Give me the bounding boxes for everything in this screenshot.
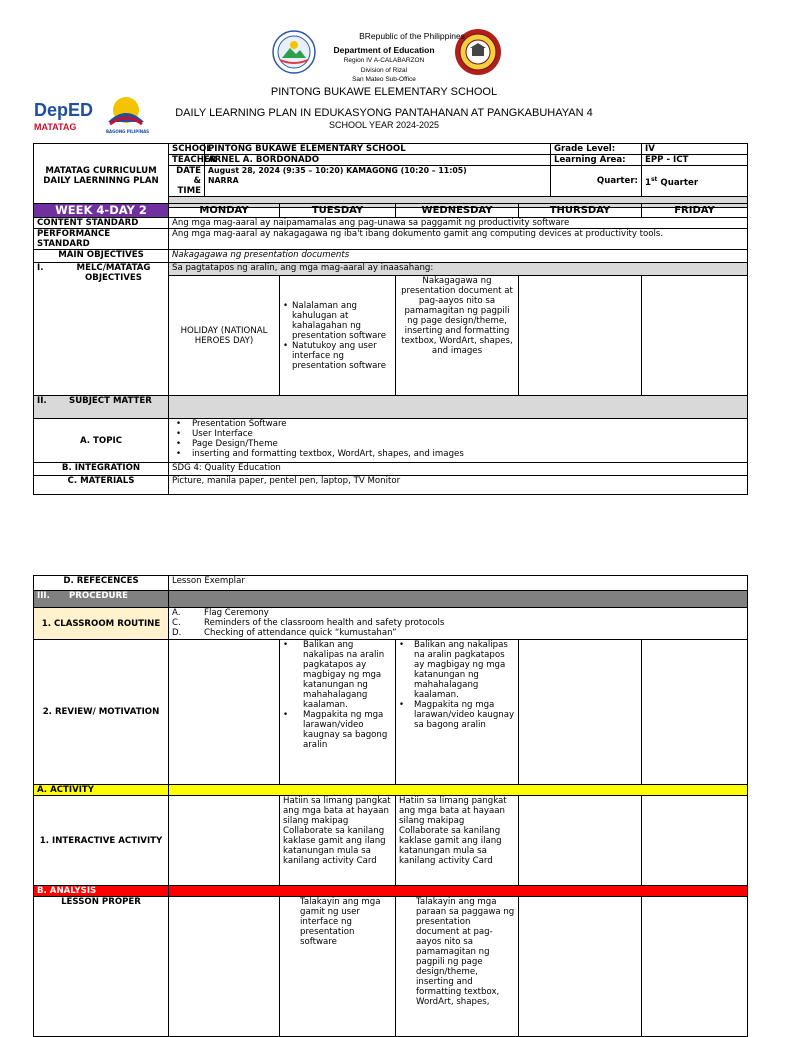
review-tuesday <box>280 640 396 785</box>
thursday-objectives <box>519 276 642 396</box>
melc-number: I. <box>37 263 44 273</box>
area-label: Learning Area: <box>551 155 642 166</box>
integration-value: SDG 4: Quality Education <box>169 463 748 476</box>
topic-list <box>169 419 748 463</box>
performance-standard-label: PERFORMANCE STANDARD <box>34 229 169 250</box>
topic-label: A. TOPIC <box>34 419 169 463</box>
topic-item: • inserting and formatting textbox, WordArt, shapes, and images <box>176 449 744 459</box>
region-text: Region IV A-CALABARZON <box>343 57 425 64</box>
subject-number: II. <box>37 396 47 406</box>
tuesday-objective-item: • Natutukoy ang user interface ng presentation software <box>283 341 392 371</box>
day-friday: FRIDAY <box>642 204 748 218</box>
subject-matter-label <box>34 396 169 419</box>
routine-letter: C. <box>172 618 181 628</box>
review-motivation-label: 2. REVIEW/ MOTIVATION <box>34 640 169 785</box>
datetime-label: DATE & TIME <box>169 166 205 197</box>
topic-item: • Presentation Software <box>176 419 744 429</box>
subject-matter-value <box>169 396 748 419</box>
analysis-row-fill <box>169 886 748 897</box>
lesson-monday <box>169 897 280 1037</box>
interactive-friday <box>642 796 748 886</box>
lesson-friday <box>642 897 748 1037</box>
review-thursday <box>519 640 642 785</box>
monday-holiday: HOLIDAY (NATIONAL HEROES DAY) <box>169 276 280 396</box>
interactive-tuesday: Hatiin sa limang pangkat ang mga bata at hayaan silang makipag Collaborate sa kanilang kaklase gamit ang ilang katanungan mula sa kanilang activity Card <box>280 796 396 886</box>
materials-value: Picture, manila paper, pentel pen, laptop, TV Monitor <box>169 476 748 495</box>
wednesday-objectives: Nakagagawa ng presentation document at pag-aayos nito sa pamamagitan ng pagpili ng page design/theme, inserting and formatting textbox, WordArt, shapes, and images <box>396 276 519 396</box>
review-wednesday-item: • Magpakita ng mga larawan/video kaugnay sa bagong aralin <box>399 700 515 730</box>
review-wednesday-item: • Balikan ang nakalipas na aralin pagkatapos ay magbigay ng mga katanungan ng mahahalagang kaalaman. <box>399 640 515 700</box>
interactive-monday <box>169 796 280 886</box>
plan-table <box>33 203 748 495</box>
matatag-logo-text: MATATAG <box>34 122 77 132</box>
school-name-heading: PINTONG BUKAWE ELEMENTARY SCHOOL <box>270 86 498 98</box>
analysis-label: B. ANALYSIS <box>34 886 169 897</box>
quarter-suffix: st <box>650 175 658 183</box>
melc-text: MELC/MATATAG OBJECTIVES <box>76 263 151 283</box>
plan-title: DAILY LEARNING PLAN IN EDUKASYONG PANTAHANAN AT PANGKABUHAYAN 4 <box>175 107 593 119</box>
tuesday-objective-item: • Nalalaman ang kahulugan at kahalagahan ng presentation software <box>283 301 392 341</box>
area-value: EPP - ICT <box>642 155 748 166</box>
routine-text: Reminders of the classroom health and safety protocols <box>204 618 445 628</box>
interactive-thursday <box>519 796 642 886</box>
main-objectives-value: Nakagagawa ng presentation documents <box>169 250 748 263</box>
interactive-wednesday: Hatiin sa limang pangkat ang mga bata at hayaan silang makipag Collaborate sa kanilang kaklase gamit ang ilang katanungan mula sa kanilang activity Card <box>396 796 519 886</box>
routine-letter: D. <box>172 628 182 638</box>
review-tuesday-item: • Balikan ang nakalipas na aralin pagkatapos ay magbigay ng mga katanungan ng mahahalagang kaalaman. <box>283 640 392 710</box>
topic-item: • User Interface <box>176 429 744 439</box>
review-tuesday-item: • Magpakita ng mga larawan/video kaugnay sa bagong aralin <box>283 710 392 750</box>
procedure-number: III. <box>37 591 50 601</box>
integration-label: B. INTEGRATION <box>34 463 169 476</box>
school-label: SCHOOL <box>169 144 205 155</box>
review-wednesday <box>396 640 519 785</box>
review-monday <box>169 640 280 785</box>
day-monday: MONDAY <box>169 204 280 218</box>
tuesday-objectives <box>280 276 396 396</box>
activity-label: A. ACTIVITY <box>34 785 169 796</box>
lesson-proper-label: LESSON PROPER <box>34 897 169 1037</box>
lesson-wednesday: Talakayin ang mga paraan sa paggawa ng presentation document at pag-aayos nito sa pamamagitan ng pagpili ng page design/theme, inserting and formatting textbox, WordArt, shapes, <box>396 897 519 1037</box>
classroom-routine-label: 1. CLASSROOM ROUTINE <box>34 608 169 640</box>
day-tuesday: TUESDAY <box>280 204 396 218</box>
review-friday <box>642 640 748 785</box>
curriculum-label: MATATAG CURRICULUM DAILY LAERNINNG PLAN <box>34 144 169 208</box>
routine-letter: A. <box>172 608 181 618</box>
routine-text: Checking of attendance quick “kumustahan” <box>204 628 397 638</box>
friday-objectives <box>642 276 748 396</box>
grade-label: Grade Level: <box>551 144 642 155</box>
main-objectives-label: MAIN OBJECTIVES <box>34 250 169 263</box>
procedure-label <box>34 591 169 608</box>
references-value: Lesson Exemplar <box>169 576 748 591</box>
school-year: SCHOOL YEAR 2024-2025 <box>328 120 440 130</box>
melc-intro: Sa pagtatapos ng aralin, ang mga mag-aaral ay inaasahang: <box>169 263 748 276</box>
content-standard-label: CONTENT STANDARD <box>34 218 169 229</box>
procedure-table <box>33 575 748 1037</box>
lesson-tuesday: Talakayin ang mga gamit ng user interface ng presentation software <box>280 897 396 1037</box>
datetime-value-line2: NARRA <box>208 176 239 185</box>
datetime-value <box>205 166 551 197</box>
melc-label <box>34 263 169 396</box>
subject-text: SUBJECT MATTER <box>69 396 152 406</box>
grade-value: IV <box>642 144 748 155</box>
day-thursday: THURSDAY <box>519 204 642 218</box>
quarter-word: Quarter <box>657 177 699 188</box>
procedure-text: PROCEDURE <box>69 591 128 601</box>
routine-text: Flag Ceremony <box>204 608 269 618</box>
day-wednesday: WEDNESDAY <box>396 204 519 218</box>
topic-item: • Page Design/Theme <box>176 439 744 449</box>
quarter-number: 1 <box>645 177 651 188</box>
lesson-thursday <box>519 897 642 1037</box>
teacher-value: ARNEL A. BORDONADO <box>205 155 551 166</box>
interactive-activity-label: 1. INTERACTIVE ACTIVITY <box>34 796 169 886</box>
page-header <box>0 0 768 140</box>
quarter-value <box>642 166 748 197</box>
school-value: PINTONG BUKAWE ELEMENTARY SCHOOL <box>205 144 551 155</box>
teacher-label: TEACHER <box>169 155 205 166</box>
division-text: Division of Rizal <box>360 67 408 74</box>
content-standard-value: Ang mga mag-aaral ay naipamamalas ang pag-unawa sa paggamit ng productivity software <box>169 218 748 229</box>
datetime-value-line1: August 28, 2024 (9:35 – 10:20) KAMAGONG (10:20 – 11:05) <box>208 166 467 175</box>
suboffice-text: San Mateo Sub-Office <box>352 76 416 83</box>
deped-matatag-logo <box>34 100 154 140</box>
bagong-pilipinas-icon <box>104 94 148 128</box>
materials-label: C. MATERIALS <box>34 476 169 495</box>
deped-logo-text: DepED <box>34 100 94 120</box>
references-label: D. REFECENCES <box>34 576 169 591</box>
bagong-pilipinas-text: BAGONG PILIPINAS <box>106 129 150 134</box>
performance-standard-value: Ang mga mag-aaral ay nakagagawa ng iba't ibang dokumento gamit ang computing devices at productivity tools. <box>169 229 748 250</box>
quarter-label: Quarter: <box>551 166 642 197</box>
info-table <box>33 143 748 208</box>
republic-text: BRepublic of the Philippines <box>359 31 465 41</box>
classroom-routine-list <box>169 608 748 640</box>
department-text: Department of Education <box>333 45 435 55</box>
procedure-row-fill <box>169 591 748 608</box>
activity-row-fill <box>169 785 748 796</box>
week-day-label: WEEK 4-DAY 2 <box>34 204 169 218</box>
